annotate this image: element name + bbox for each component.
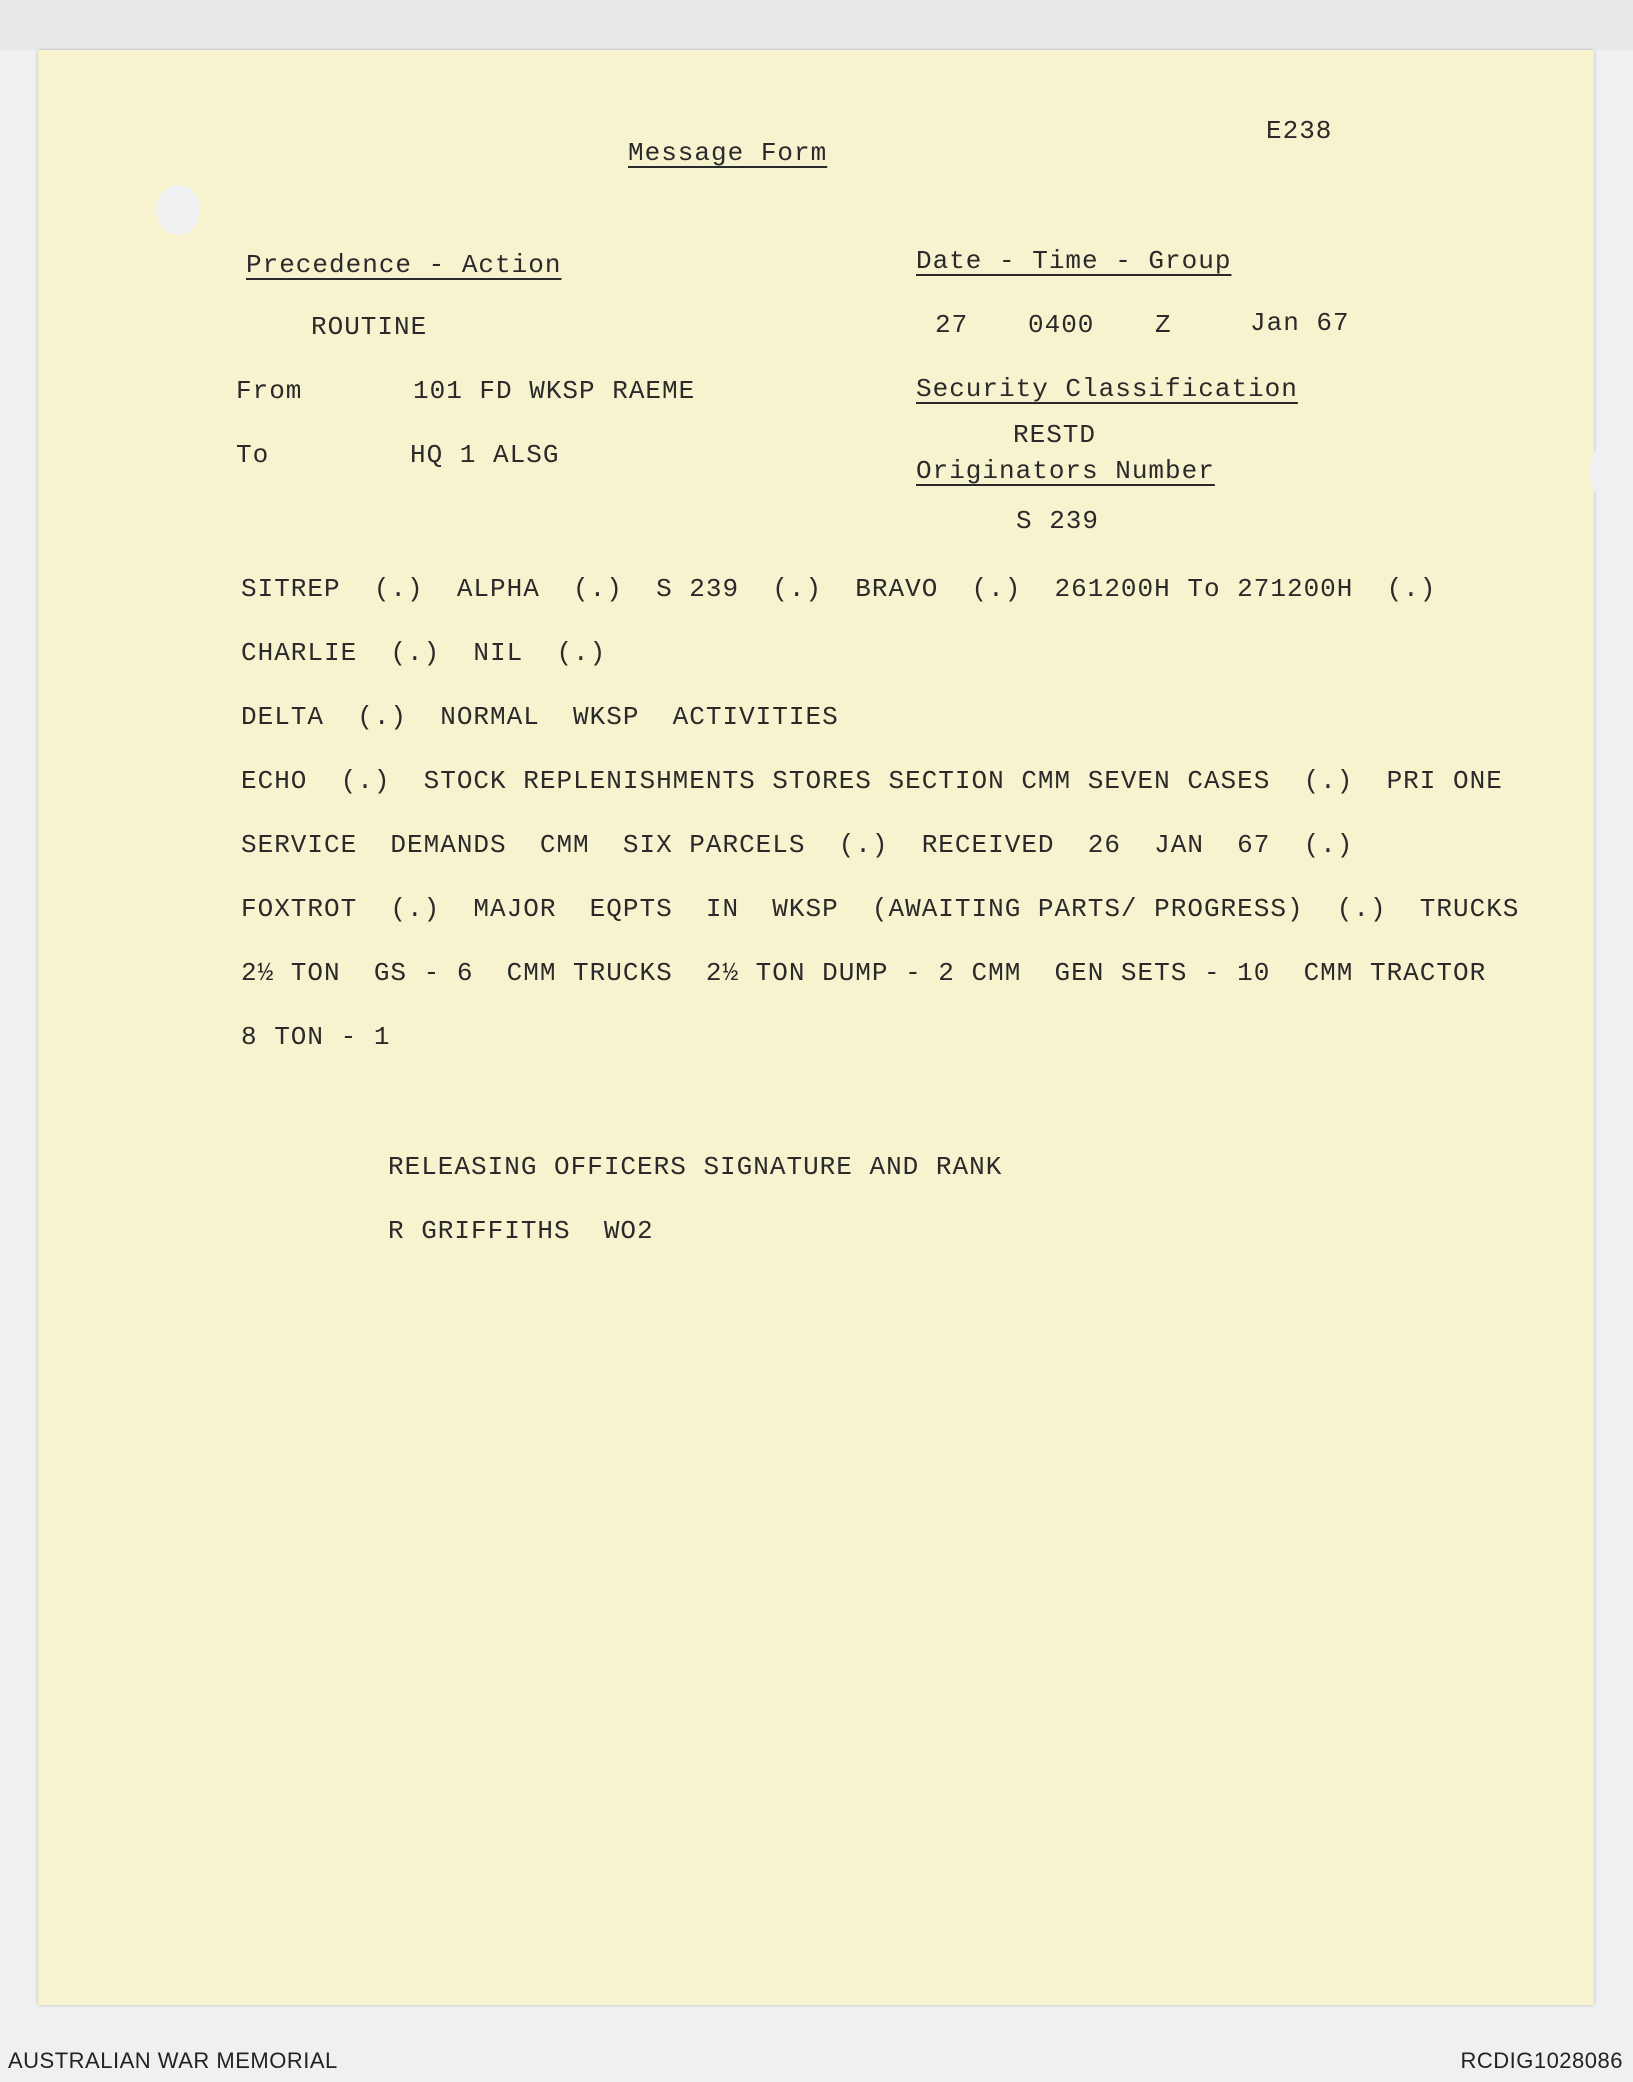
body-line: ECHO (.) STOCK REPLENISHMENTS STORES SECTION CMM SEVEN CASES (.) PRI ONE [241, 766, 1503, 796]
dtg-zone: Z [1155, 310, 1172, 340]
dtg-heading: Date - Time - Group [916, 246, 1232, 276]
punch-hole [156, 185, 200, 235]
precedence-heading: Precedence - Action [246, 250, 562, 280]
releasing-officer-heading: RELEASING OFFICERS SIGNATURE AND RANK [388, 1152, 1003, 1182]
top-strip [0, 0, 1633, 50]
body-line: 2½ TON GS - 6 CMM TRUCKS 2½ TON DUMP - 2 CMM GEN SETS - 10 CMM TRACTOR [241, 958, 1487, 988]
security-value: RESTD [1013, 420, 1097, 450]
form-title: Message Form [628, 138, 828, 168]
body-line: CHARLIE (.) NIL (.) [241, 638, 607, 668]
footer-item-id: RCDIG1028086 [1460, 2048, 1623, 2073]
message-form-page [38, 50, 1594, 2005]
originators-value: S 239 [1016, 506, 1100, 536]
edge-tear [1590, 448, 1616, 494]
security-heading: Security Classification [916, 374, 1298, 404]
precedence-value: ROUTINE [311, 312, 428, 342]
dtg-day: 27 [935, 310, 969, 340]
dtg-month-year: Jan 67 [1250, 308, 1350, 338]
to-label: To [236, 440, 270, 470]
body-line: FOXTROT (.) MAJOR EQPTS IN WKSP (AWAITING PARTS/ PROGRESS) (.) TRUCKS [241, 894, 1520, 924]
body-line: SERVICE DEMANDS CMM SIX PARCELS (.) RECEIVED 26 JAN 67 (.) [241, 830, 1354, 860]
from-value: 101 FD WKSP RAEME [413, 376, 696, 406]
from-label: From [236, 376, 303, 406]
to-value: HQ 1 ALSG [410, 440, 560, 470]
body-line: 8 TON - 1 [241, 1022, 391, 1052]
body-line: DELTA (.) NORMAL WKSP ACTIVITIES [241, 702, 839, 732]
releasing-officer-signature: R GRIFFITHS WO2 [388, 1216, 654, 1246]
page-reference: E238 [1266, 116, 1333, 146]
footer-archive-name: AUSTRALIAN WAR MEMORIAL [8, 2048, 338, 2073]
originators-heading: Originators Number [916, 456, 1215, 486]
body-line: SITREP (.) ALPHA (.) S 239 (.) BRAVO (.) 261200H To 271200H (.) [241, 574, 1437, 604]
dtg-time: 0400 [1028, 310, 1095, 340]
